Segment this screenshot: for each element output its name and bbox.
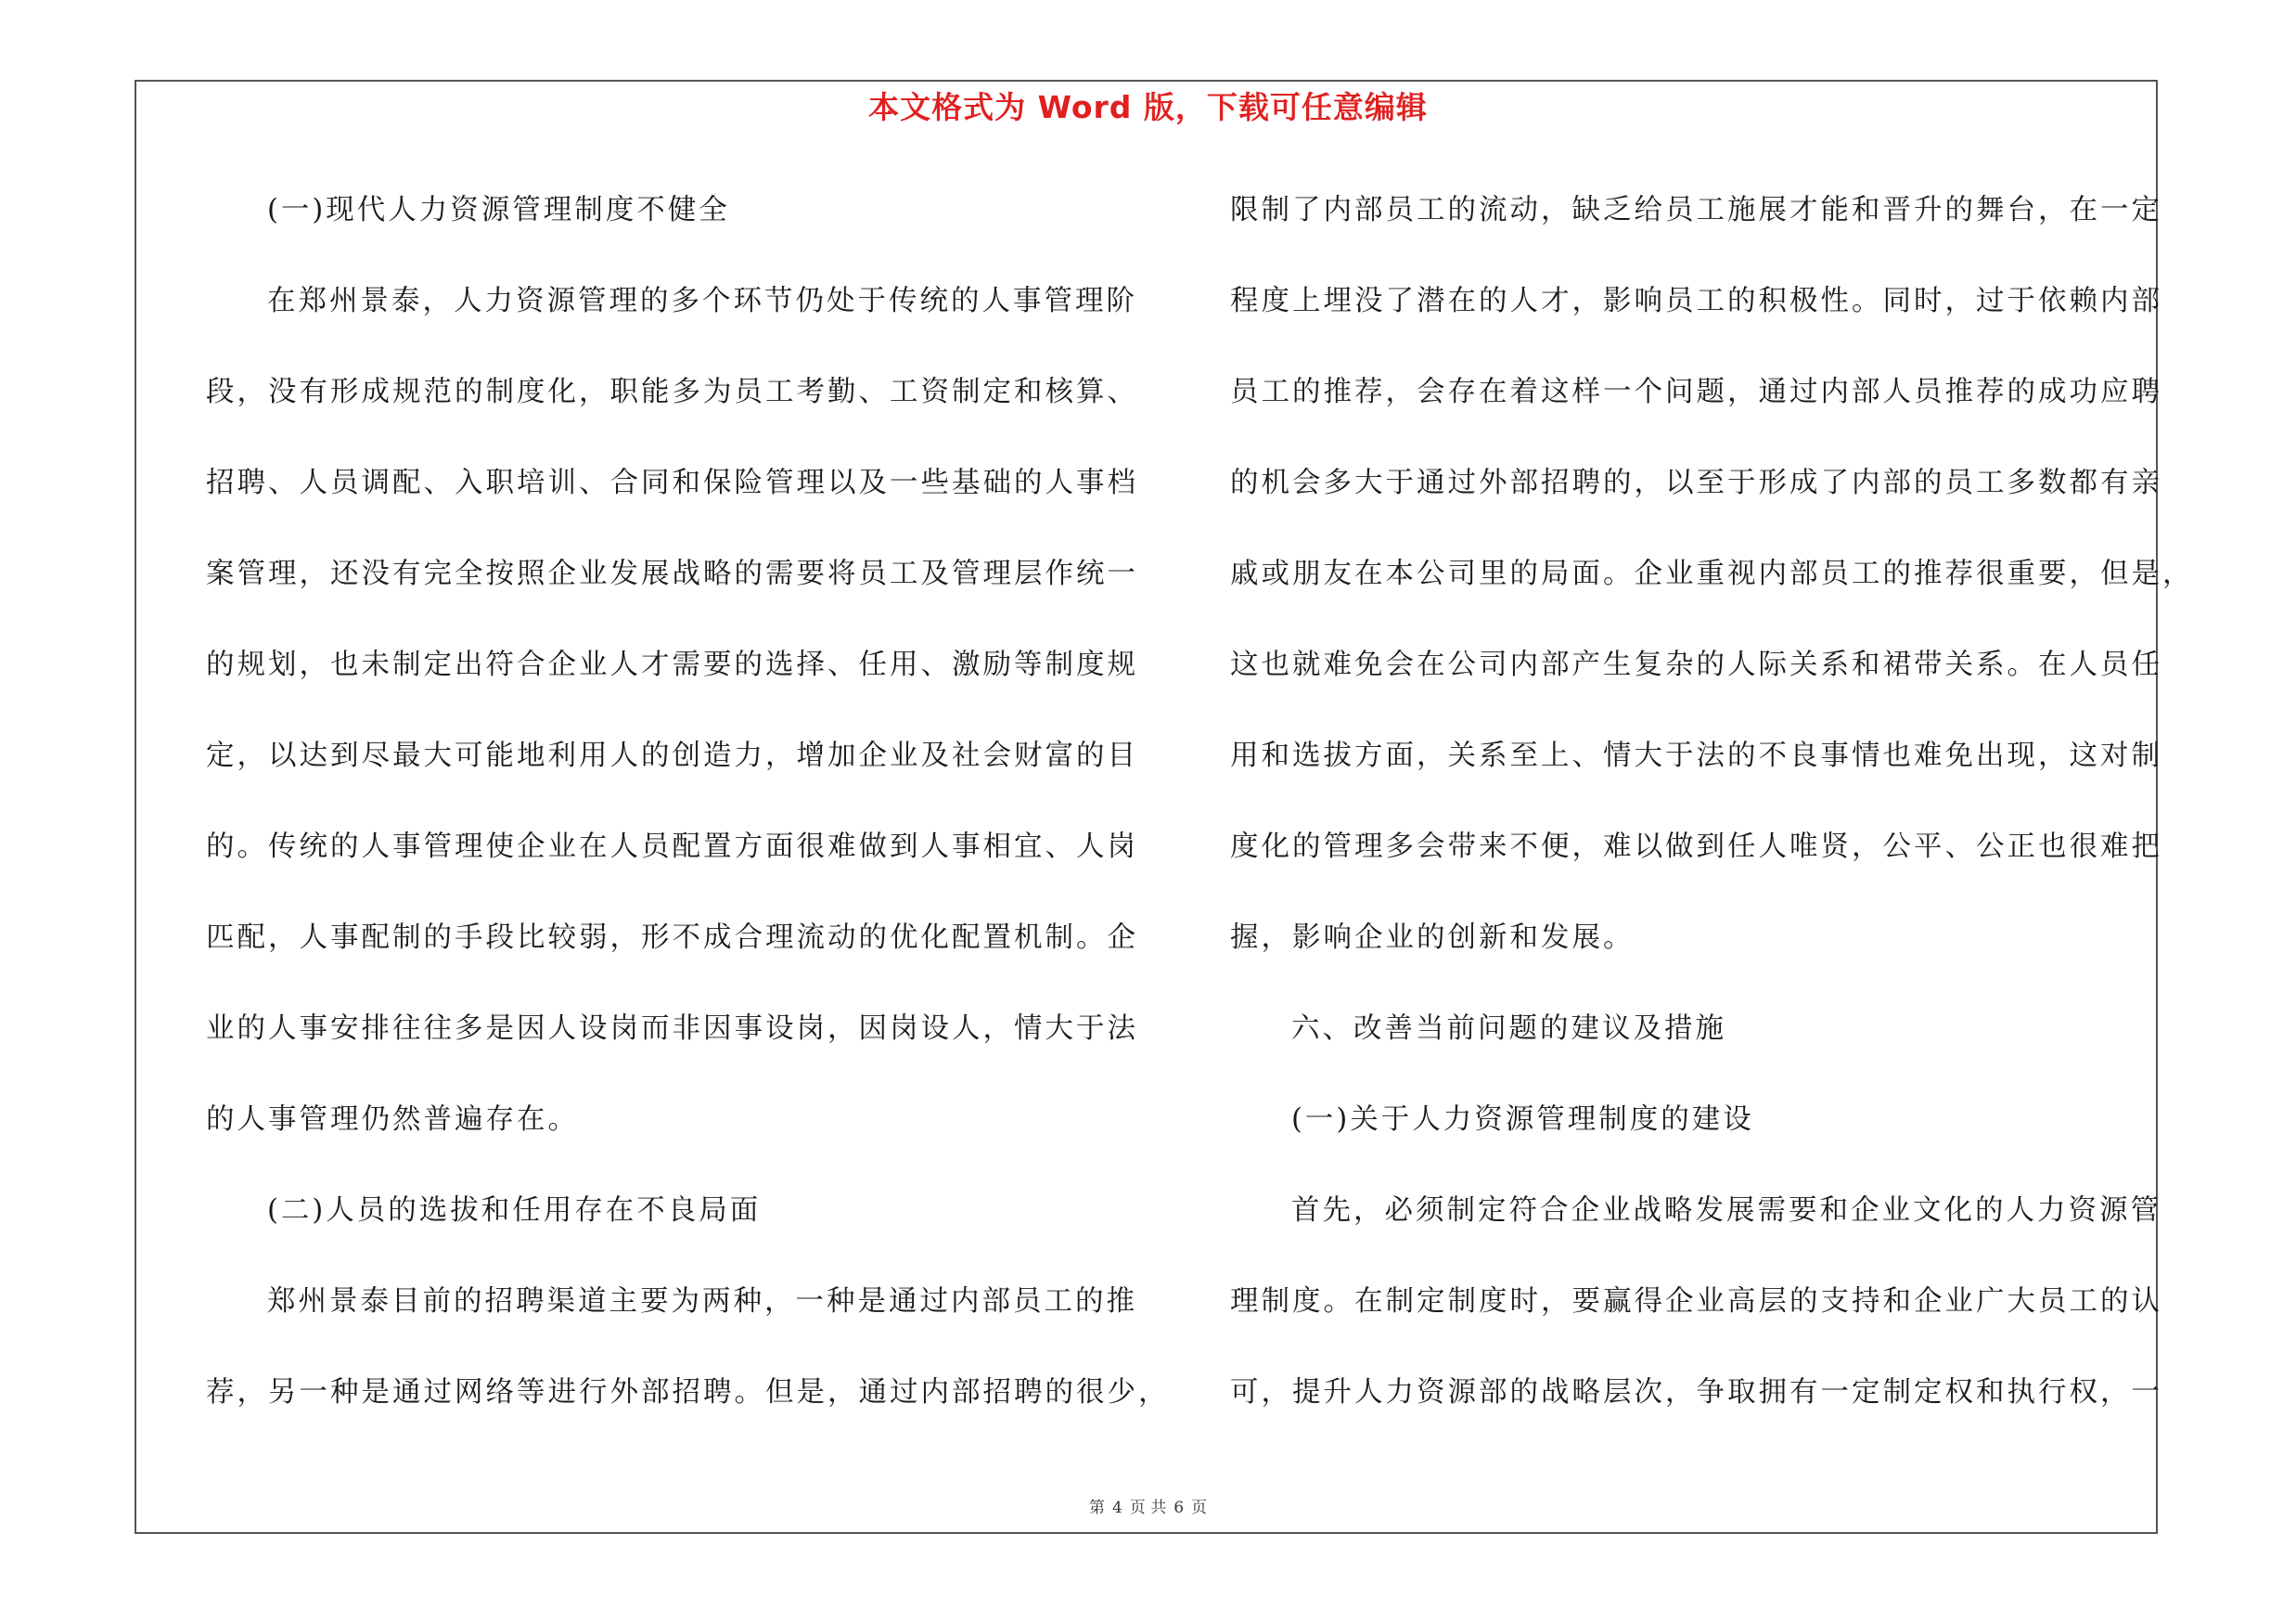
text-line: (一)现代人力资源管理制度不健全 bbox=[267, 194, 730, 226]
text-line: 荐，另一种是通过网络等进行外部招聘。但是，通过内部招聘的很少， bbox=[206, 1376, 1170, 1409]
page-footer bbox=[0, 1494, 2296, 1517]
footer-current-page: 4 bbox=[1111, 1499, 1122, 1517]
text-line: 握，影响企业的创新和发展。 bbox=[1230, 921, 1635, 954]
text-line: 戚或朋友在本公司里的局面。企业重视内部员工的推荐很重要，但是， bbox=[1230, 558, 2194, 590]
text-line: 案管理，还没有完全按照企业发展战略的需要将员工及管理层作统一 bbox=[206, 558, 1138, 590]
text-line: 定，以达到尽最大可能地利用人的创造力，增加企业及社会财富的目 bbox=[206, 740, 1138, 772]
text-line: 这也就难免会在公司内部产生复杂的人际关系和裙带关系。在人员任 bbox=[1230, 649, 2162, 681]
format-banner: 本文格式为 Word 版，下载可任意编辑 bbox=[868, 89, 1428, 125]
text-line: 程度上埋没了潜在的人才，影响员工的积极性。同时，过于依赖内部 bbox=[1230, 285, 2162, 317]
text-line: 在郑州景泰，人力资源管理的多个环节仍处于传统的人事管理阶 bbox=[267, 285, 1137, 317]
text-line: 理制度。在制定制度时，要赢得企业高层的支持和企业广大员工的认 bbox=[1230, 1285, 2162, 1318]
right-text-column bbox=[1230, 174, 2194, 1448]
text-line: 郑州景泰目前的招聘渠道主要为两种，一种是通过内部员工的推 bbox=[267, 1285, 1137, 1318]
text-line: 限制了内部员工的流动，缺乏给员工施展才能和晋升的舞台，在一定 bbox=[1230, 194, 2162, 226]
text-line: 段，没有形成规范的制度化，职能多为员工考勤、工资制定和核算、 bbox=[206, 376, 1138, 408]
footer-total-pages: 6 bbox=[1174, 1499, 1185, 1517]
text-line: 员工的推荐，会存在着这样一个问题，通过内部人员推荐的成功应聘 bbox=[1230, 376, 2162, 408]
text-line: 六、改善当前问题的建议及措施 bbox=[1291, 1012, 1726, 1045]
text-line: 用和选拔方面，关系至上、情大于法的不良事情也难免出现，这对制 bbox=[1230, 740, 2162, 772]
text-line: (一)关于人力资源管理制度的建设 bbox=[1291, 1103, 1754, 1136]
footer-middle: 页 共 bbox=[1129, 1499, 1167, 1517]
text-line: 首先，必须制定符合企业战略发展需要和企业文化的人力资源管 bbox=[1291, 1194, 2161, 1227]
text-line: (二)人员的选拔和任用存在不良局面 bbox=[267, 1194, 762, 1227]
text-line: 的。传统的人事管理使企业在人员配置方面很难做到人事相宜、人岗 bbox=[206, 831, 1138, 863]
text-line: 的人事管理仍然普遍存在。 bbox=[206, 1103, 579, 1136]
text-line: 可，提升人力资源部的战略层次，争取拥有一定制定权和执行权，一 bbox=[1230, 1376, 2162, 1409]
text-line: 的机会多大于通过外部招聘的，以至于形成了内部的员工多数都有亲 bbox=[1230, 467, 2162, 499]
left-text-column bbox=[206, 174, 1170, 1448]
footer-suffix: 页 bbox=[1191, 1499, 1208, 1517]
text-line: 匹配，人事配制的手段比较弱，形不成合理流动的优化配置机制。企 bbox=[206, 921, 1138, 954]
text-line: 度化的管理多会带来不便，难以做到任人唯贤，公平、公正也很难把 bbox=[1230, 831, 2162, 863]
text-line: 业的人事安排往往多是因人设岗而非因事设岗，因岗设人，情大于法 bbox=[206, 1012, 1138, 1045]
text-line: 招聘、人员调配、入职培训、合同和保险管理以及一些基础的人事档 bbox=[206, 467, 1138, 499]
text-line: 的规划，也未制定出符合企业人才需要的选择、任用、激励等制度规 bbox=[206, 649, 1138, 681]
footer-prefix: 第 bbox=[1088, 1499, 1105, 1517]
